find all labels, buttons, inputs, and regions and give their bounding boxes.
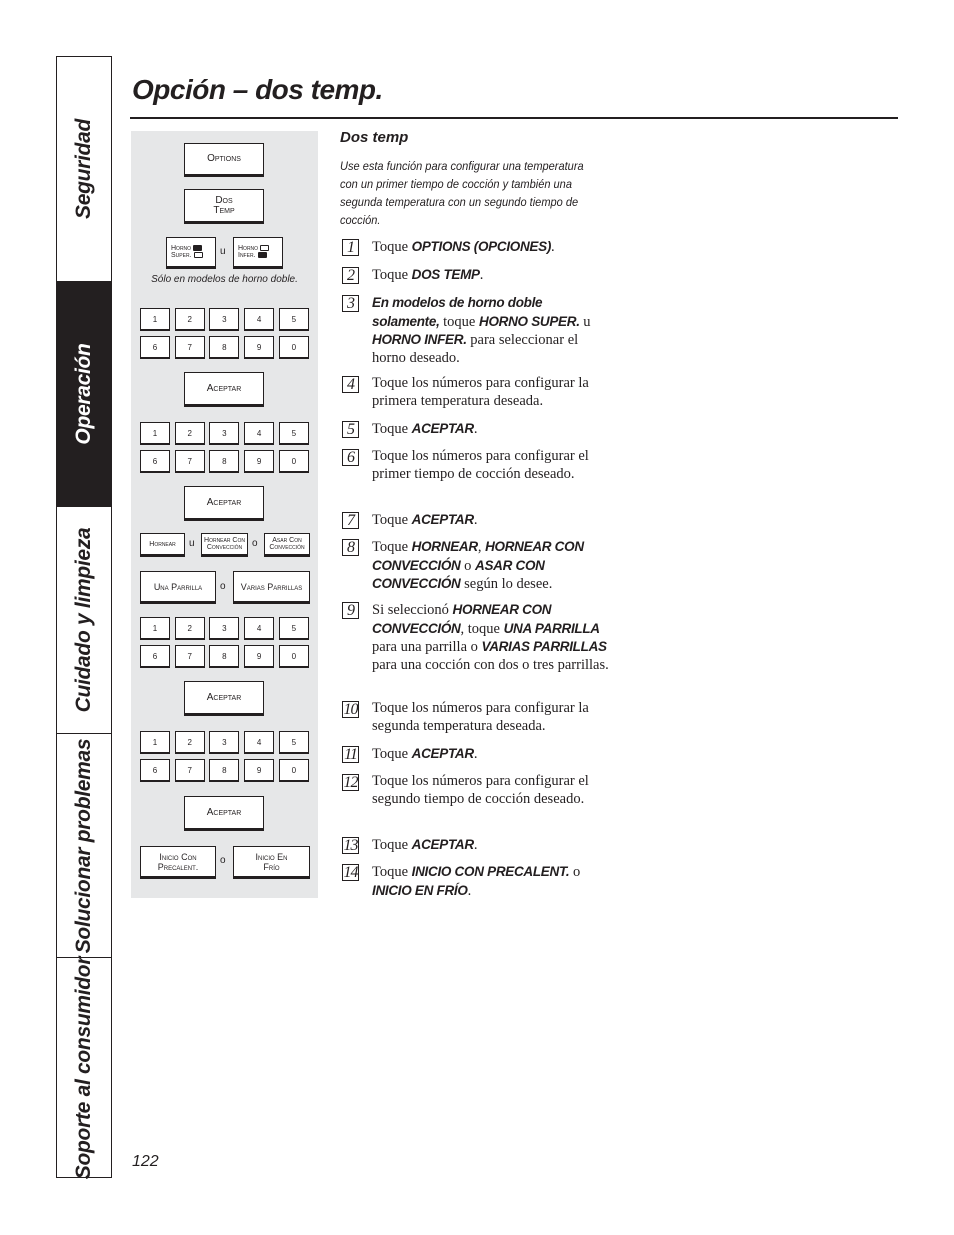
step-text-run: Toque (372, 837, 412, 853)
pad-label: Horno (238, 245, 259, 252)
step-number: 11 (342, 746, 359, 763)
pad-label: Convección (206, 544, 243, 551)
step-emphasis: HORNO SUPER. (479, 313, 580, 329)
pad-label: Inicio En (255, 851, 288, 862)
step-number: 8 (342, 539, 359, 556)
number-key: 3 (209, 422, 239, 445)
indicator-light-icon (260, 245, 269, 251)
number-keypad (140, 617, 310, 669)
number-key: 6 (140, 759, 170, 782)
aceptar-pad (184, 486, 264, 521)
step-text-run: Toque (372, 239, 412, 255)
connector-o: o (220, 855, 226, 866)
step-text-run: Toque (372, 267, 412, 283)
side-tabs (56, 56, 112, 1178)
step-number: 7 (342, 512, 359, 529)
number-key: 6 (140, 645, 170, 668)
step-text-run: . (467, 882, 472, 899)
connector-u: u (220, 246, 226, 257)
pad-label: Inicio Con (159, 851, 197, 862)
step-text-run: Toque los números para configurar el primer tiempo de cocción deseado. (372, 448, 589, 482)
number-key: 5 (279, 731, 309, 754)
step-text (372, 238, 612, 257)
number-key: 2 (175, 731, 205, 754)
number-key: 9 (244, 759, 274, 782)
step-number: 1 (342, 239, 359, 256)
number-keypad (140, 731, 310, 783)
number-key: 5 (279, 422, 309, 445)
number-key: 5 (279, 308, 309, 331)
number-key: 9 (244, 450, 274, 473)
step-number: 10 (343, 701, 358, 718)
step-emphasis: DOS TEMP (411, 267, 480, 282)
step-emphasis: ACEPTAR (411, 421, 474, 436)
step-number: 2 (342, 267, 359, 284)
tab-seguridad[interactable] (57, 57, 111, 282)
tab-cuidado-y-limpieza[interactable] (57, 507, 111, 734)
tab-label: Operación (72, 343, 95, 445)
step-text-run: Toque (372, 539, 412, 555)
step-number: 4 (342, 376, 359, 393)
number-key: 3 (209, 617, 239, 640)
number-key: 2 (175, 308, 205, 331)
number-key: 7 (175, 645, 205, 668)
hornear-pad (140, 533, 185, 557)
pad-label: Asar Con (272, 537, 302, 544)
number-key: 7 (175, 336, 205, 359)
number-key: 1 (140, 617, 170, 640)
step-text (372, 511, 612, 530)
inicio-en-frio-pad (233, 846, 310, 879)
number-key: 4 (244, 731, 274, 754)
indicator-light-icon (258, 252, 267, 258)
inicio-con-precalent-pad (140, 846, 216, 879)
number-key: 0 (279, 450, 309, 473)
number-key: 8 (209, 645, 239, 668)
step-emphasis: INICIO CON PRECALENT. (411, 864, 570, 879)
number-key: 0 (279, 645, 309, 668)
step-text-run: para una parrilla o (372, 639, 482, 655)
number-key: 1 (140, 731, 170, 754)
pad-label: Horno (171, 245, 192, 252)
number-keypad (140, 422, 310, 474)
number-key: 8 (209, 450, 239, 473)
number-key: 9 (244, 336, 274, 359)
step-text-run: Toque (372, 512, 412, 528)
pad-label: Temp (213, 204, 235, 216)
step-text-run: . (479, 267, 484, 283)
options-pad (184, 143, 264, 177)
step-text (372, 420, 612, 439)
number-key: 0 (279, 759, 309, 782)
step-number: 3 (342, 295, 359, 312)
step-text-run: Toque (372, 864, 412, 880)
section-heading: Dos temp (340, 129, 409, 146)
step-text-run: , toque (460, 620, 504, 637)
pad-label: Aceptar (206, 382, 242, 394)
pad-label: Hornear (149, 540, 176, 548)
step-text-run: según lo desee. (460, 576, 553, 592)
aceptar-pad (184, 681, 264, 716)
step-emphasis: ACEPTAR (411, 837, 474, 852)
tab-solucionar-problemas[interactable] (57, 734, 111, 958)
step-text-run: . (473, 746, 478, 762)
step-text-run: Toque los números para configurar la segunda temperatura deseada. (372, 700, 589, 734)
step-emphasis: HORNO INFER. (372, 332, 467, 347)
number-key: 6 (140, 336, 170, 359)
step-text-run: Toque (372, 746, 412, 762)
step-text (372, 294, 612, 367)
number-key: 3 (209, 731, 239, 754)
step-number: 14 (343, 864, 358, 881)
step-text (372, 700, 612, 735)
tab-soporte-al-consumidor[interactable] (57, 958, 111, 1177)
pad-label: Options (207, 153, 241, 164)
aceptar-pad (184, 372, 264, 407)
step-text-run: . (551, 239, 555, 255)
pad-label: Dos (215, 194, 233, 206)
number-key: 3 (209, 308, 239, 331)
number-keypad (140, 308, 310, 360)
indicator-light-icon (194, 252, 203, 258)
aceptar-pad (184, 796, 264, 831)
step-text (372, 863, 612, 900)
pad-label: Precalent. (157, 861, 199, 872)
number-key: 2 (175, 422, 205, 445)
step-emphasis: HORNEAR (411, 539, 478, 554)
step-number: 13 (343, 837, 358, 854)
una-parrilla-pad (140, 571, 216, 604)
step-emphasis: HORNEAR CON CONVECCIÓN (372, 539, 584, 573)
step-text-run: . (473, 512, 478, 528)
number-key: 1 (140, 308, 170, 331)
step-text (372, 601, 612, 674)
number-key: 0 (279, 336, 309, 359)
pad-label: Frío (263, 861, 280, 872)
number-key: 8 (209, 759, 239, 782)
tab-operacion[interactable] (57, 282, 111, 507)
step-emphasis: ACEPTAR (411, 512, 474, 527)
pad-label: Aceptar (206, 496, 242, 508)
horno-super-pad (166, 237, 216, 269)
step-text (372, 836, 612, 855)
hornear-con-conveccion-pad (201, 533, 248, 557)
tab-label: Soporte al consumidor (72, 956, 95, 1179)
pad-label: Aceptar (206, 806, 242, 818)
connector-o: o (252, 538, 258, 549)
page-number: 122 (132, 1153, 159, 1170)
number-key: 4 (244, 422, 274, 445)
tab-label: Solucionar problemas (72, 738, 95, 953)
step-text (372, 538, 612, 594)
pad-label: Infer. (238, 252, 256, 259)
step-text-run: para seleccionar el horno deseado. (372, 332, 579, 366)
varias-parrillas-pad (233, 571, 310, 604)
step-emphasis: VARIAS PARRILLAS (481, 639, 607, 654)
step-number: 12 (343, 774, 358, 791)
step-text (372, 745, 612, 764)
number-key: 4 (244, 308, 274, 331)
step-number: 5 (342, 421, 359, 438)
step-emphasis: ASAR CON CONVECCIÓN (372, 557, 545, 591)
number-key: 7 (175, 759, 205, 782)
tab-label: Cuidado y limpieza (72, 527, 95, 713)
pad-label: Varias Parrillas (240, 581, 303, 592)
double-oven-note: Sólo en modelos de horno doble. (151, 274, 298, 285)
step-text-run: Toque (372, 421, 412, 437)
step-text-run: para una cocción con dos o tres parrillas. (372, 656, 609, 673)
step-text (372, 375, 612, 410)
page-title: Opción – dos temp. (132, 74, 383, 105)
step-emphasis: En modelos de horno doble solamente, (372, 295, 543, 329)
number-key: 8 (209, 336, 239, 359)
step-text (372, 773, 612, 808)
step-text-run: . (473, 837, 478, 853)
step-text-run: , (477, 539, 486, 555)
step-number: 6 (342, 449, 359, 466)
step-text-run: u (579, 313, 591, 330)
tab-label: Seguridad (72, 119, 95, 219)
connector-u: u (189, 538, 195, 549)
dos-temp-pad (184, 189, 264, 224)
step-emphasis: OPTIONS (OPCIONES) (411, 239, 552, 254)
pad-label: Super. (171, 252, 192, 259)
number-key: 2 (175, 617, 205, 640)
title-divider (130, 117, 898, 119)
step-emphasis: INICIO EN FRÍO (372, 882, 468, 898)
step-emphasis: HORNEAR CON CONVECCIÓN (372, 602, 552, 636)
asar-con-conveccion-pad (264, 533, 310, 557)
connector-o: o (220, 581, 226, 592)
number-key: 6 (140, 450, 170, 473)
step-text (372, 448, 612, 483)
pad-label: Una Parrilla (153, 581, 203, 592)
step-text-run: toque (439, 313, 479, 330)
number-key: 7 (175, 450, 205, 473)
number-key: 1 (140, 422, 170, 445)
control-panel-illustration (131, 131, 318, 898)
step-text-run: o (569, 864, 581, 880)
step-text-run: o (460, 557, 476, 574)
indicator-light-icon (193, 245, 202, 251)
step-emphasis: ACEPTAR (411, 746, 474, 761)
number-key: 4 (244, 617, 274, 640)
number-key: 5 (279, 617, 309, 640)
step-number: 9 (342, 602, 359, 619)
step-text-run: Toque los números para configurar el segundo tiempo de cocción deseado. (372, 773, 589, 807)
step-text-run: Toque los números para configurar la primera temperatura deseada. (372, 375, 589, 409)
horno-infer-pad (233, 237, 283, 269)
number-key: 9 (244, 645, 274, 668)
step-text (372, 266, 612, 285)
pad-label: Convección (269, 544, 305, 551)
step-text-run: . (473, 421, 478, 437)
step-text-run: Si seleccionó (372, 602, 453, 618)
pad-label: Aceptar (206, 691, 242, 703)
step-emphasis: UNA PARRILLA (503, 620, 600, 636)
section-intro: Use esta función para configurar una temperatura con un primer tiempo de cocción y también una segunda temperatura con un segundo tiempo de cocción. (340, 159, 584, 227)
pad-label: Hornear Con (204, 537, 245, 544)
